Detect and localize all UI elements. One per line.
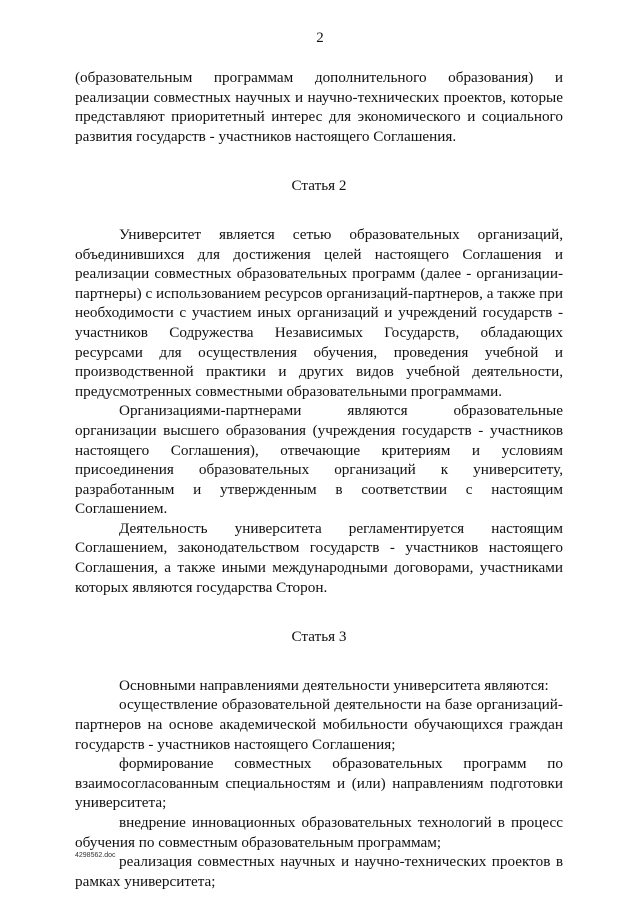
page-number: 2 [316,30,324,46]
article-3-paragraph: Основными направлениями деятельности университета являются: [119,676,549,694]
file-name-footer: 4298562.doc [75,852,116,859]
article-2-paragraph: Деятельность университета регламентируется настоящим Соглашением, законодательством государств - участников настоящего Соглашения, а также иными международными договорами, участниками которых являются государства Сторон. [75,519,563,596]
article-2-heading: Статья 2 [291,177,347,195]
intro-paragraph: (образовательным программам дополнительного образования) и реализации совместных научных и научно-технических проектов, которые представляют приоритетный интерес для экономического и социального развития государств - участников настоящего Соглашения. [75,69,563,145]
article-3-list-item: реализация совместных научных и научно-технических проектов в рамках университета; [75,853,563,890]
article-3-list-item: формирование совместных образовательных программ по взаимосогласованным специальностям и (или) направлениям подготовки университета; [75,755,563,812]
article-2-paragraph: Организациями-партнерами являются образовательные организации высшего образования (учреждения государств - участников настоящего Соглашения), отвечающие критериям и условиям присоединения образовательных организаций к университету, разработанным и утвержденным в соответствии с настоящим Соглашением. [75,402,563,518]
article-3-list-item: внедрение инновационных образовательных технологий в процесс обучения по совместным образовательным программам; [75,814,563,851]
article-2-paragraph: Университет является сетью образовательных организаций, объединившихся для достижения целей настоящего Соглашения и реализации совместных образовательных программ (далее - организации-партнеры) с использованием ресурсов организаций-партнеров, а также при необходимости с участием иных организаций и учреждений государств - участников Содружества Независимых Государств, обладающих ресурсами для осуществления обучения, проведения учебной и производственной практики и других видов учебной деятельности, предусмотренных совместными образовательными программами. [75,225,563,400]
article-3-list-item: осуществление образовательной деятельности на базе организаций-партнеров на основе академической мобильности обучающихся граждан государств - участников настоящего Соглашения; [75,696,563,753]
document-body [75,68,563,891]
article-3-heading: Статья 3 [291,628,347,646]
